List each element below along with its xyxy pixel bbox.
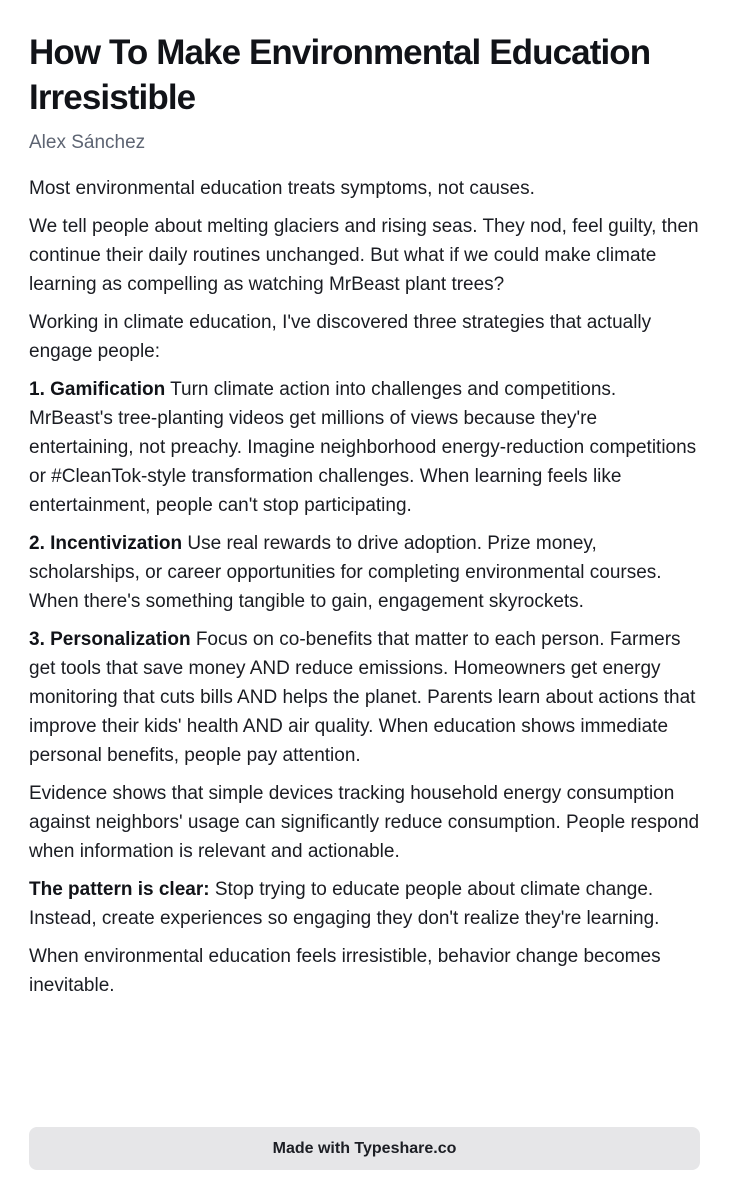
paragraph-gamification xyxy=(29,375,700,520)
paragraph-lead: 3. Personalization xyxy=(29,629,191,650)
paragraph-lead: The pattern is clear: xyxy=(29,879,210,900)
paragraph-text: Working in climate education, I've discovered three strategies that actually engage people: xyxy=(29,312,652,362)
paragraph-intro xyxy=(29,174,700,203)
paragraph-text: When environmental education feels irresistible, behavior change becomes inevitable. xyxy=(29,946,661,996)
paragraph-text: Stop trying to educate people about climate change. Instead, create experiences so engaging they don't realize they're learning. xyxy=(29,879,660,929)
paragraph-problem xyxy=(29,212,700,299)
paragraph-personalization xyxy=(29,625,700,770)
paragraph-incentivization xyxy=(29,529,700,616)
paragraph-text: Turn climate action into challenges and competitions. MrBeast's tree-planting videos get millions of views because they're entertaining, not preachy. Imagine neighborhood energy-reduction competitions or #CleanTok-style transformation challenges. When learning feels like entertainment, people can't stop participating. xyxy=(29,379,697,516)
made-with-typeshare-badge[interactable]: Made with Typeshare.co xyxy=(29,1127,700,1170)
paragraph-text: Most environmental education treats symptoms, not causes. xyxy=(29,178,535,199)
paragraph-lead: 2. Incentivization xyxy=(29,533,183,554)
article-body xyxy=(29,174,700,1000)
paragraph-text: We tell people about melting glaciers and rising seas. They nod, feel guilty, then continue their daily routines unchanged. But what if we could make climate learning as compelling as watching MrBeast plant trees? xyxy=(29,216,699,295)
article-title: How To Make Environmental Education Irresistible xyxy=(29,33,651,117)
paragraph-text: Evidence shows that simple devices tracking household energy consumption against neighbors' usage can significantly reduce consumption. People respond when information is relevant and actionable. xyxy=(29,783,700,862)
paragraph-text: Use real rewards to drive adoption. Prize money, scholarships, or career opportunities for completing environmental courses. When there's something tangible to gain, engagement skyrockets. xyxy=(29,533,662,612)
paragraph-conclusion xyxy=(29,942,700,1000)
author-name: Alex Sánchez xyxy=(29,132,146,153)
paragraph-lead: 1. Gamification xyxy=(29,379,166,400)
paragraph-text: Focus on co-benefits that matter to each person. Farmers get tools that save money AND reduce emissions. Homeowners get energy monitoring that cuts bills AND helps the planet. Parents learn about actions that improve their kids' health AND air quality. When education shows immediate personal benefits, people pay attention. xyxy=(29,629,696,766)
paragraph-strategies-intro xyxy=(29,308,700,366)
paragraph-pattern xyxy=(29,875,700,933)
paragraph-evidence xyxy=(29,779,700,866)
